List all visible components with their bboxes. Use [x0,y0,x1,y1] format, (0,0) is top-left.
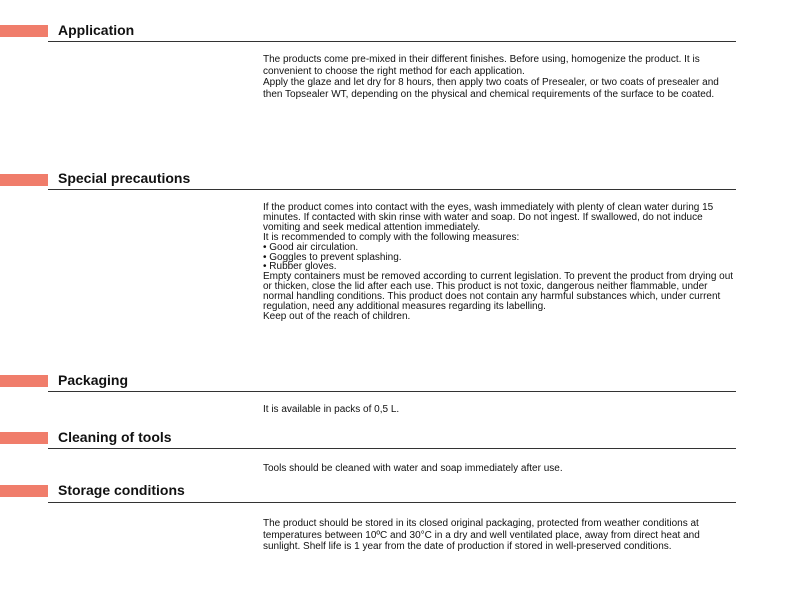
section-accent-bar [0,432,48,444]
storage-conditions-text [263,518,735,553]
paragraph: The product should be stored in its closed original packaging, protected from weather conditions at temperatures between 10ºC and 30°C in a dry and well ventilated place, away from direct heat and sunlight. Shelf life is 1 year from the date of production if stored in well-preserved conditions. [263,518,700,552]
list-item: • Goggles to prevent splashing. [263,251,402,263]
cleaning-of-tools-text [263,463,735,475]
section-heading-special-precautions: Special precautions [58,170,191,186]
packaging-text [263,404,735,416]
section-accent-bar [0,174,48,186]
section-divider [48,189,736,190]
section-accent-bar [0,375,48,387]
paragraph: It is recommended to comply with the following measures: [263,231,520,243]
section-heading-cleaning-of-tools: Cleaning of tools [58,429,172,445]
section-divider [48,391,736,392]
section-divider [48,448,736,449]
paragraph: Keep out of the reach of children. [263,310,411,322]
section-heading-application: Application [58,22,135,38]
list-item: • Good air circulation. [263,241,359,253]
paragraph: If the product comes into contact with the eyes, wash immediately with plenty of clean water during 15 minutes. If contacted with skin rinse with water and soap. Do not ingest. If swallowed, do not induce vomiting and seek medical attention immediately. [263,202,714,233]
special-precautions-text [263,203,735,322]
paragraph: Apply the glaze and let dry for 8 hours, then apply two coats of Presealer, or two coats of presealer and then Topsealer WT, depending on the physical and chemical requirements of the surface to be coated. [263,77,719,100]
section-heading-packaging: Packaging [58,372,129,388]
section-divider [48,41,736,42]
paragraph: The products come pre-mixed in their different finishes. Before using, homogenize the product. It is convenient to choose the right method for each application. [263,54,700,77]
section-accent-bar [0,485,48,497]
application-text [263,54,735,100]
list-item: • Rubber gloves. [263,261,337,273]
section-accent-bar [0,25,48,37]
section-divider [48,502,736,503]
paragraph: It is available in packs of 0,5 L. [263,404,400,415]
paragraph: Empty containers must be removed according to current legislation. To prevent the product from drying out or thicken, close the lid after each use. This product is not toxic, dangerous neither flammable, under normal handling conditions. This product does not contain any harmful substances which, under current regulation, need any additional measures regarding its labelling. [263,271,734,313]
paragraph: Tools should be cleaned with water and soap immediately after use. [263,463,563,474]
section-heading-storage-conditions: Storage conditions [58,482,185,498]
